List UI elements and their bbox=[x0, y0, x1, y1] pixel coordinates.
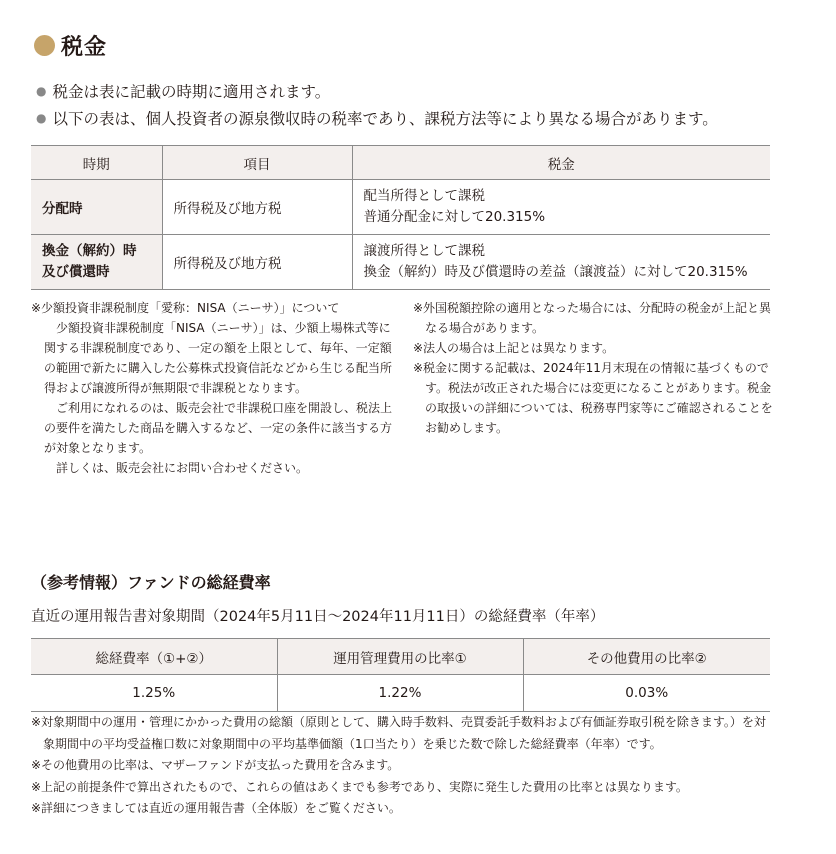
row-tax bbox=[352, 180, 770, 235]
tax-note: ※法人の場合は上記とは異なります。 bbox=[413, 341, 615, 355]
expense-note: ※上記の前提条件で算出されたもので、これらの値はあくまでも参考であり、実際に発生した費用の比率とは異なります。 bbox=[31, 779, 688, 794]
bullet-circle-icon: ● bbox=[36, 84, 47, 98]
row-period: 分配時 bbox=[31, 180, 162, 235]
tax-note: ※税金に関する記載は、2024年11月末現在の情報に基づくものです。税法が改正された場合には変更になることがあります。税金の取扱いの詳細については、税務専門家等にご確認されることをお勧めします。 bbox=[413, 361, 773, 435]
section-heading bbox=[34, 30, 107, 61]
header-total-ratio: 総経費率（①+②） bbox=[31, 639, 277, 675]
bullet-item bbox=[36, 105, 718, 132]
expense-ratio-title: （参考情報）ファンドの総経費率 bbox=[31, 573, 271, 592]
tax-table bbox=[31, 145, 770, 290]
tax-table-header bbox=[31, 146, 770, 180]
row-tax bbox=[352, 235, 770, 290]
bullet-dot-icon bbox=[34, 35, 55, 56]
tax-line: 譲渡所得として課税 bbox=[363, 243, 485, 259]
header-period: 時期 bbox=[31, 146, 162, 180]
bullet-text: 税金は表に記載の時期に適用されます。 bbox=[52, 83, 331, 101]
tax-notes bbox=[413, 298, 775, 438]
row-item: 所得税及び地方税 bbox=[162, 180, 352, 235]
expense-ratio-subtitle: 直近の運用報告書対象期間（2024年5月11日～2024年11月11日）の総経費率（年率） bbox=[31, 609, 605, 625]
header-tax: 税金 bbox=[352, 146, 770, 180]
bullet-text: 以下の表は、個人投資者の源泉徴収時の税率であり、課税方法等により異なる場合があります。 bbox=[52, 110, 718, 128]
total-ratio-value: 1.25% bbox=[31, 675, 277, 712]
row-item: 所得税及び地方税 bbox=[162, 235, 352, 290]
other-ratio-value: 0.03% bbox=[523, 675, 770, 712]
bullet-circle-icon: ● bbox=[36, 111, 47, 125]
period-line: 換金（解約）時 bbox=[42, 243, 137, 259]
nisa-notes bbox=[31, 298, 396, 478]
header-other-ratio: その他費用の比率② bbox=[523, 639, 770, 675]
tax-line: 配当所得として課税 bbox=[363, 188, 485, 204]
bullet-list bbox=[36, 78, 718, 132]
expense-note: ※その他費用の比率は、マザーファンドが支払った費用を含みます。 bbox=[31, 758, 400, 772]
expense-note: ※対象期間中の運用・管理にかかった費用の総額（原則として、購入時手数料、売買委託手数料および有価証券取引税を除きます。）を対象期間中の平均受益権口数に対象期間中の平均基準価額（1口当たり）を乗じた数で除した総経費率（年率）です。 bbox=[31, 715, 766, 751]
expense-notes bbox=[31, 712, 776, 820]
management-ratio-value: 1.22% bbox=[277, 675, 523, 712]
bullet-item bbox=[36, 78, 718, 105]
expense-note: ※詳細につきましては直近の運用報告書（全体版）をご覧ください。 bbox=[31, 801, 401, 815]
header-item: 項目 bbox=[162, 146, 352, 180]
table-row bbox=[31, 180, 770, 235]
nisa-note-paragraph: ご利用になれるのは、販売会社で非課税口座を開設し、税法上の要件を満たした商品を購入するなど、一定の条件に該当する方が対象となります。 bbox=[44, 401, 393, 455]
tax-line: 換金（解約）時及び償還時の差益（譲渡益）に対して20.315% bbox=[363, 264, 748, 280]
tax-line: 普通分配金に対して20.315% bbox=[363, 209, 546, 225]
expense-ratio-table bbox=[31, 638, 770, 712]
section-title: 税金 bbox=[61, 35, 108, 60]
period-line: 及び償還時 bbox=[42, 264, 110, 280]
table-row bbox=[31, 675, 770, 712]
nisa-note-paragraph: 少額投資非課税制度「NISA（ニーサ）」は、少額上場株式等に関する非課税制度であり、一定の額を上限として、毎年、一定額の範囲で新たに購入した公募株式投資信託などから生じる配当所得および譲渡所得が無期限で非課税となります。 bbox=[44, 321, 393, 395]
row-period bbox=[31, 235, 162, 290]
header-management-ratio: 運用管理費用の比率① bbox=[277, 639, 523, 675]
tax-note: ※外国税額控除の適用となった場合には、分配時の税金が上記と異なる場合があります。 bbox=[413, 301, 772, 335]
table-row bbox=[31, 235, 770, 290]
nisa-note-heading: ※少額投資非課税制度「愛称：NISA（ニーサ）」について bbox=[31, 301, 340, 315]
expense-table-header bbox=[31, 639, 770, 675]
nisa-note-paragraph: 詳しくは、販売会社にお問い合わせください。 bbox=[56, 461, 309, 475]
